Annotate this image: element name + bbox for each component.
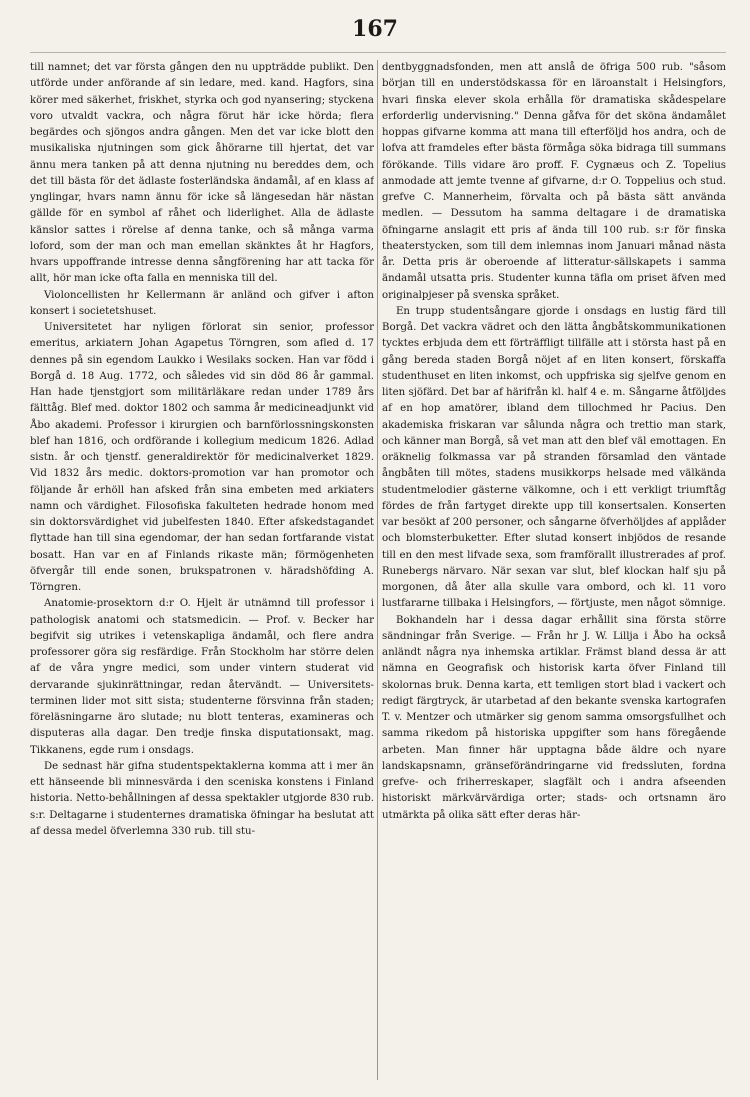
header-rule	[30, 52, 726, 53]
paragraph: De sednast här gifna studentspektaklerna komma att i mer än ett hänseende bli minnesvärda i den sceniska konstens i Finland historia. Netto-behållningen af dessa spektakler utgjorde 830 rub. s:r. Deltagarne i studenternes dramatiska öfningar ha beslutat att af dessa medel öfverlemna 330 rub. till stu-	[30, 760, 374, 837]
paragraph: En trupp studentsångare gjorde i onsdags en lustig färd till Borgå. Det vackra vädret och den lätta ångbåtskommunikationen tycktes erbjuda dem ett förträffligt tillfälle att i största hast på en gång bereda staden Borgå nöjet af en liten konsert, förskaffa studenthuset en liten inkomst, och uppfriska sig sjelfve genom en liten sjöfärd. Det bar af härifrån kl. half 4 e. m. Sångarne åtföljdes af en hop amatörer, ibland dem tillochmed hr Pacius. Den akademiska friskaran var sålunda några och trettio man stark, och känner man Borgå, så vet man att den blef väl emottagen. En oräknelig folkmassa var på stranden församlad den väntade ångbåten till mötes, stadens musikkorps helsade med välkända studentmelodier gästerne välkomne, och i ett verkligt triumftåg fördes de från fartyget direkte upp till konsertsalen. Konserten var besökt af 200 personer, och sångarne öfverhöljdes af applåder och blomsterbuketter. Efter slutad konsert inbjödos de resande till en den mest lifvade sexa, som framförallt illustrerades af prof. Runebergs närvaro. När sexan var slut, blef klockan half sju på morgonen, då åter alla skulle vara ombord, och kl. 11 voro lustfararne tillbaka i Helsingfors, — förtjuste, men något sömnige.	[382, 305, 726, 610]
column-divider	[377, 60, 378, 1080]
paragraph: Universitetet har nyligen förlorat sin senior, professor emeritus, arkiatern Johan Agapetus Törngren, som afled d. 17 dennes på sin egendom Laukko i Wesilaks socken. Han var född i Borgå d. 18 Aug. 1772, och således vid sin död 86 år gammal. Han hade tjenstgjort som militärläkare redan under 1789 års fälttåg. Blef med. doktor 1802 och samma år medicineadjunkt vid Åbo akademi. Professor i kirurgien och barnförlossningskonsten blef han 1816, och ordförande i kollegium medicum 1826. Adlad sistn. år och tjenstf. generaldirektör för medicinalverket 1829. Vid 1832 års medic. doktors-promotion var han promotor och följande år erhöll han afsked från sina embeten med arkiaters namn och värdighet. Filosofiska fakulteten hedrade honom med sin doktorsvärdighet vid jubelfesten 1840. Efter afskedstagandet flyttade han till sina egendomar, der han sedan fortfarande vistat bosatt. Han var en af Finlands rikaste män; förmögenheten öfvergår till ende sonen, brukspatronen v. häradshöfding A. Törngren.	[30, 322, 374, 593]
paragraph: Bokhandeln har i dessa dagar erhållit sina första större sändningar från Sverige. — Från hr J. W. Lillja i Åbo ha också anländt några nya inhemska artiklar. Främst bland dessa är att nämna en Geografisk och historisk karta öfver Finland till skolornas bruk. Denna karta, ett temligen stort blad i vackert och redigt färgtryck, är utarbetad af den bekante svenska kartografen T. v. Mentzer och utmärker sig genom samma omsorgsfullhet och samma rikedom på historiska uppgifter som hans föregående arbeten. Man finner här upptagna både äldre och nyare landskapsnamn, gränseförändringarne vid fredssluten, fordna grefve- och friherreskaper, slagfält och i andra afseenden historiskt märkvärvärdiga orter; stads- och ortsnamn äro utmärkta på olika sätt efter deras här-	[382, 614, 726, 821]
paragraph: Violoncellisten hr Kellermann är anländ och gifver i afton konsert i societetshuset.	[30, 289, 374, 317]
paragraph: dentbyggnadsfonden, men att anslå de öfriga 500 rub. "såsom början till en understödskassa för en läroanstalt i Helsingfors, hvari finska elever skola erhålla för dramatiska skådespelare erforderlig undervisning." Denna gåfva för det sköna ändamålet hoppas gifvarne komma att mana till efterföljd hos andra, och de lofva att framdeles efter bästa förmåga söka bidraga till summans förökande. Tills vidare äro proff. F. Cygnæus och Z. Topelius anmodade att jemte tvenne af gifvarne, d:r O. Toppelius och stud. grefve C. Mannerheim, förvalta och på bästa sätt använda medlen. — Dessutom ha samma deltagare i de dramatiska öfningarne anslagit ett pris af ända till 100 rub. s:r för finska theaterstycken, som till dem inlemnas inom Januari månad nästa år. Detta pris är oberoende af litteratur-sällskapets i samma ändamål utsatta pris. Studenter kunna täfla om priset äfven med originalpjeser på svenska språket.	[382, 62, 726, 301]
paragraph: Anatomie-prosektorn d:r O. Hjelt är utnämnd till professor i pathologisk anatomi och statsmedicin. — Prof. v. Becker har begifvit sig utrikes i vetenskapliga ändamål, och flere andra professorer göra sig resfärdige. Från Stockholm har större delen af de våra yngre medici, som under vintern studerat vid dervarande sjukinrättningar, redan återvändt. — Universitets-terminen lider mot sitt sista; studenterne försvinna från staden; föreläsningarne äro slutade; nu blott tenteras, examineras och disputeras alla dagar. Den tredje finska disputationsakt, mag. Tikkanens, egde rum i onsdags.	[30, 598, 374, 756]
left-column	[30, 60, 374, 1082]
paragraph: till namnet; det var första gången den nu uppträdde publikt. Den utförde under anförande af sin ledare, med. kand. Hagfors, sina körer med säkerhet, friskhet, styrka och god nyansering; styckena voro utvaldt vackra, och några förut här icke hörda; flera begärdes och sjöngos andra gången. Men det var icke blott den musikaliska njutningen som gick åhörarne till hjertat, det var ännu mera tanken på att denna njutning nu bereddes dem, och det till bästa för det ädlaste fosterländska ändamål, af en klass af ynglingar, hvars namn ännu för icke så längesedan här nästan gällde för en symbol af råhet och liderlighet. Alla de ädlaste känslor sattes i rörelse af denna tanke, och så många varma loford, som der man och man emellan skänktes åt hr Hagfors, hvars uppoffrande intresse denna sångförening har att tacka för allt, hör man icke ofta falla en menniska till del.	[30, 62, 374, 285]
page-number: 167	[352, 16, 398, 42]
right-column	[382, 60, 726, 1082]
